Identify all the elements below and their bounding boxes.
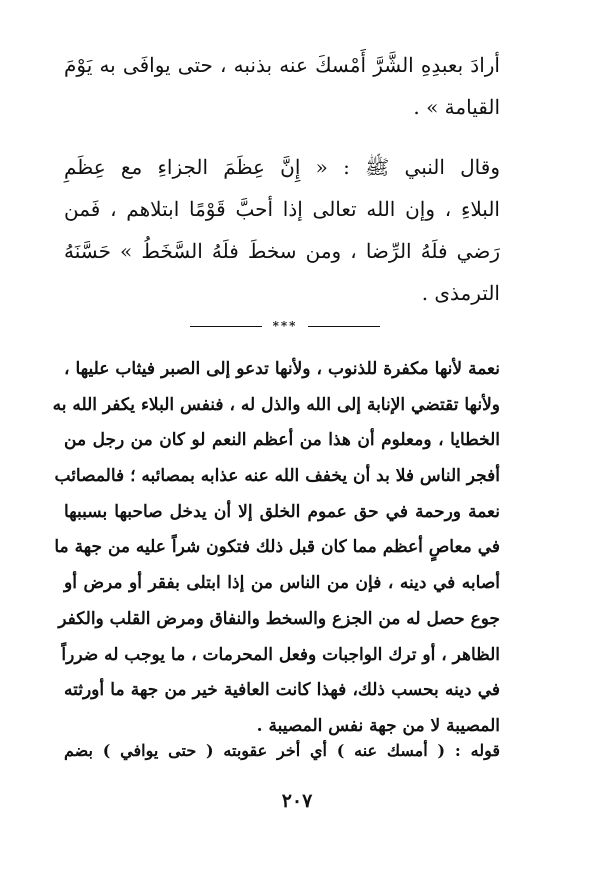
text-line: الظاهر ، أو ترك الواجبات وفعل المحرمات ، ما يوجب له ضرراً xyxy=(61,644,500,665)
text-line: ولأنها تقتضي الإنابة إلى الله والذل له ، فنفس البلاء يكفر الله به xyxy=(52,394,500,415)
separator-stars: *** xyxy=(272,319,298,333)
commentary-paragraph xyxy=(52,352,500,745)
text-line: القيامة » . xyxy=(413,95,500,119)
footnote-line: قوله : ( أمسك عنه ) أي أخر عقوبته ( حتى يوافي ) بضم xyxy=(64,741,500,760)
section-separator xyxy=(190,316,380,336)
text-line: نعمة لأنها مكفرة للذنوب ، ولأنها تدعو إلى الصبر فيثاب عليها ، xyxy=(64,359,500,379)
footnote xyxy=(64,736,500,766)
text-line: البلاءِ ، وإن الله تعالى إذا أحبَّ قَوْمًا ابتلاهم ، فَمن xyxy=(64,197,500,221)
text-line: في دينه بحسب ذلك، فهذا كانت العافية خير من جهة ما أورثته xyxy=(64,680,500,701)
text-line: في معاصٍ أعظم مما كان قبل ذلك فتكون شراً عليه من جهة ما xyxy=(54,537,500,558)
separator-rule-left xyxy=(190,326,262,327)
text-line: أفجر الناس فلا بد أن يخفف الله عنه عذابه بمصائبه ؛ فالمصائب xyxy=(54,466,500,487)
text-line: الترمذى . xyxy=(421,281,500,305)
text-line: الخطايا ، ومعلوم أن هذا من أعظم النعم لو كان من رجل من xyxy=(64,430,500,451)
text-line: وقال النبي ﷺ : « إِنَّ عِظَمَ الجزاءِ مع عِظَمِ xyxy=(64,155,500,179)
text-line: رَضي فلَهُ الرِّضا ، ومن سخطَ فلَهُ السَّخَطُ » حَسَّنَهُ xyxy=(64,239,500,263)
text-line: أصابه في دينه ، فإن من الناس من إذا ابتلى بفقر أو مرض أو xyxy=(64,573,500,594)
hadith-continuation xyxy=(64,44,500,128)
text-line: نعمة ورحمة في حق عموم الخلق إلا أن يدخل صاحبها بسببها xyxy=(64,501,500,522)
second-hadith-paragraph xyxy=(64,146,500,314)
separator-rule-right xyxy=(308,326,380,327)
text-line: جوع حصل له من الجزع والسخط والنفاق ومرض القلب والكفر xyxy=(58,608,500,629)
page-number: ٢٠٧ xyxy=(281,790,313,812)
text-line: المصيبة لا من جهة نفس المصيبة . xyxy=(256,715,500,736)
text-line: أرادَ بعبدِهِ الشَّرَّ أَمْسكَ عنه بذنبه ، حتى يوافَى به يَوْمَ xyxy=(64,53,500,77)
